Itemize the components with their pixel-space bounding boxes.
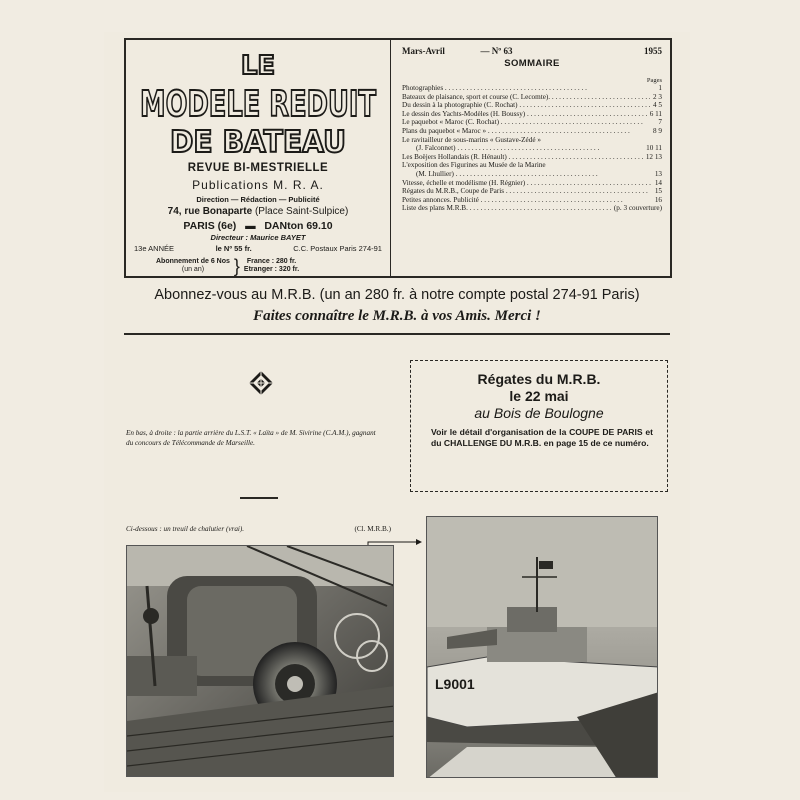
pages-label: Pages: [646, 77, 662, 84]
brace-icon: }: [233, 256, 240, 276]
subtitle: REVUE BI-MESTRIELLE: [187, 162, 329, 174]
phone: DANton 69.10: [264, 220, 333, 232]
toc-entry: [402, 136, 662, 145]
toc-entry: [402, 93, 662, 102]
toc-entry-title: Liste des plans M.R.B. . . .: [402, 204, 611, 213]
masthead-box: [124, 38, 672, 278]
annee: 13e ANNÉE: [134, 244, 175, 253]
caption-treuil-row: [126, 525, 391, 533]
toc-entry: [402, 170, 662, 179]
toc-entry: [402, 179, 662, 188]
issue-year: 1955: [643, 46, 662, 56]
address-street: 74, rue Bonaparte: [167, 206, 253, 217]
toc-entry: [402, 196, 662, 205]
regate-body: Voir le détail d'organisation de la COUPE DE PARIS et du CHALLENGE DU M.R.B. en page 15 de ce numéro.: [431, 427, 653, 448]
sommaire-title: SOMMAIRE: [504, 58, 560, 69]
logo-line-3: DE BATEAU: [170, 125, 346, 160]
toc-entry: [402, 204, 662, 213]
city: PARIS (6e): [183, 220, 237, 232]
toc-entry-page: 12 13: [645, 152, 662, 161]
toc-entry-title: Plans du paquebot « Maroc » . . .: [402, 127, 650, 136]
price-france: France : 280 fr.: [246, 258, 297, 265]
toc-entry: [402, 144, 662, 153]
abonnement: Abonnement de 6 Nos: [156, 258, 230, 265]
compte-postal: C.C. Postaux Paris 274-91: [293, 244, 382, 253]
annee-row: [134, 244, 382, 253]
directeur: Directeur : Maurice BAYET: [210, 233, 306, 242]
toc-entry: [402, 153, 662, 162]
issue-row: [402, 46, 662, 56]
toc-entry: [402, 161, 662, 170]
numero-price: le Nº 55 fr.: [215, 244, 252, 253]
sommaire-panel: [392, 40, 670, 276]
toc-entry-page: 16: [654, 195, 662, 204]
caption-en-bas: En bas, à droite : la partie arrière du L.S.T. « Laïta » de M. Sivirine (C.A.M.), gagnant du concours de Télécommande de Marseille.: [126, 429, 376, 447]
toc-entry-title: Le ravitailleur de sous-marins « Gustave-Zédé »: [402, 135, 541, 144]
subscribe-banner: Abonnez-vous au M.R.B. (un an 280 fr. à notre compte postal 274-91 Paris): [154, 287, 640, 303]
toc-entry: [402, 187, 662, 196]
regate-title: Régates du M.R.B.: [477, 371, 601, 387]
toc-entry-page: (p. 3 couverture): [613, 204, 662, 213]
toc-entry-page: 13: [654, 169, 662, 178]
toc-entry-page: 15: [654, 187, 662, 196]
photo-lst-laita: [426, 516, 658, 778]
toc-entry-page: 4 5: [653, 101, 662, 110]
toc-entry-title: Régates du M.R.B., Coupe de Paris . . .: [402, 187, 652, 196]
toc-entry: [402, 84, 662, 93]
toc-entry-title: Le paquebot « Maroc (C. Rochat) . . .: [402, 118, 655, 127]
city-line: [126, 220, 390, 232]
ship-hull-number: L9001: [435, 676, 475, 692]
regate-location: au Bois de Boulogne: [474, 405, 604, 421]
abonnement-row: [156, 258, 299, 274]
divider: [124, 333, 670, 335]
toc-entry-page: 2 3: [653, 92, 662, 101]
toc-entry-title: Petites annonces. Publicité . . .: [402, 196, 652, 205]
toc-entry-title: Vitesse, échelle et modélisme (H. Régnier) . . .: [402, 179, 652, 188]
toc-entry-page: 8 9: [653, 126, 662, 135]
toc-entry-page: [546, 161, 549, 170]
toc-entry-title: Bateaux de plaisance, sport et course (C. Lecomte). . . .: [402, 93, 650, 102]
logo-line-1: LE: [240, 51, 276, 81]
publisher: Publications M. R. A.: [192, 178, 324, 192]
toc-entry-title: Du dessin à la photographie (C. Rochat) . . .: [402, 101, 650, 110]
regate-date: le 22 mai: [509, 388, 569, 404]
toc-entry: [402, 127, 662, 136]
toc-entry-page: 14: [654, 178, 662, 187]
photo-treuil-chalutier: [126, 545, 394, 777]
toc-entry-title: Photographies . . .: [402, 84, 655, 93]
toc-entry-page: 7: [658, 118, 662, 127]
address: [126, 206, 390, 217]
short-divider: [240, 497, 278, 499]
toc-entry-title: (J. Falconnet) . . .: [416, 144, 643, 153]
faites-connaitre: Faites connaître le M.R.B. à vos Amis. Merci !: [253, 308, 541, 324]
toc-entry: [402, 101, 662, 110]
toc-entry-page: 1: [658, 84, 662, 92]
magazine-page: [104, 32, 690, 792]
issue-number: — Nº 63: [480, 46, 513, 56]
issue-months: Mars-Avril: [402, 46, 445, 56]
direction-line: Direction — Rédaction — Publicité: [196, 195, 320, 204]
regate-announcement: [410, 360, 668, 492]
abonnement-sub: (un an): [181, 266, 205, 273]
toc-entry-title: L'exposition des Figurines au Musée de la Marine: [402, 161, 546, 170]
caption-ci-dessous: Ci-dessous : un treuil de chalutier (vrai).: [126, 525, 245, 533]
address-place: (Place Saint-Sulpice): [254, 206, 349, 217]
toc-entry-title: (M. Lhullier) . . .: [416, 170, 652, 179]
toc-entry-title: Le dessin des Yachts-Modèles (H. Boussy) . . .: [402, 110, 647, 119]
price-etranger: Etranger : 320 fr.: [243, 266, 300, 273]
magazine-logo: [136, 46, 381, 164]
arrow-icon: [366, 502, 426, 547]
toc-entry: [402, 110, 662, 119]
table-of-contents: [402, 84, 662, 213]
logo-line-2: MODELE REDUIT: [140, 84, 377, 125]
photo-credit: (Cl. M.R.B.): [354, 525, 391, 533]
bullet-icon: ▬: [245, 220, 256, 232]
toc-entry-page: [541, 136, 544, 145]
toc-entry: [402, 118, 662, 127]
toc-entry-page: 6 11: [649, 109, 662, 118]
toc-entry-title: Les Boëjers Hollandais (R. Hénault) . . .: [402, 153, 643, 162]
toc-entry-page: 10 11: [646, 144, 662, 153]
masthead-left: [126, 40, 391, 276]
diamond-ornament-icon: [248, 370, 274, 396]
